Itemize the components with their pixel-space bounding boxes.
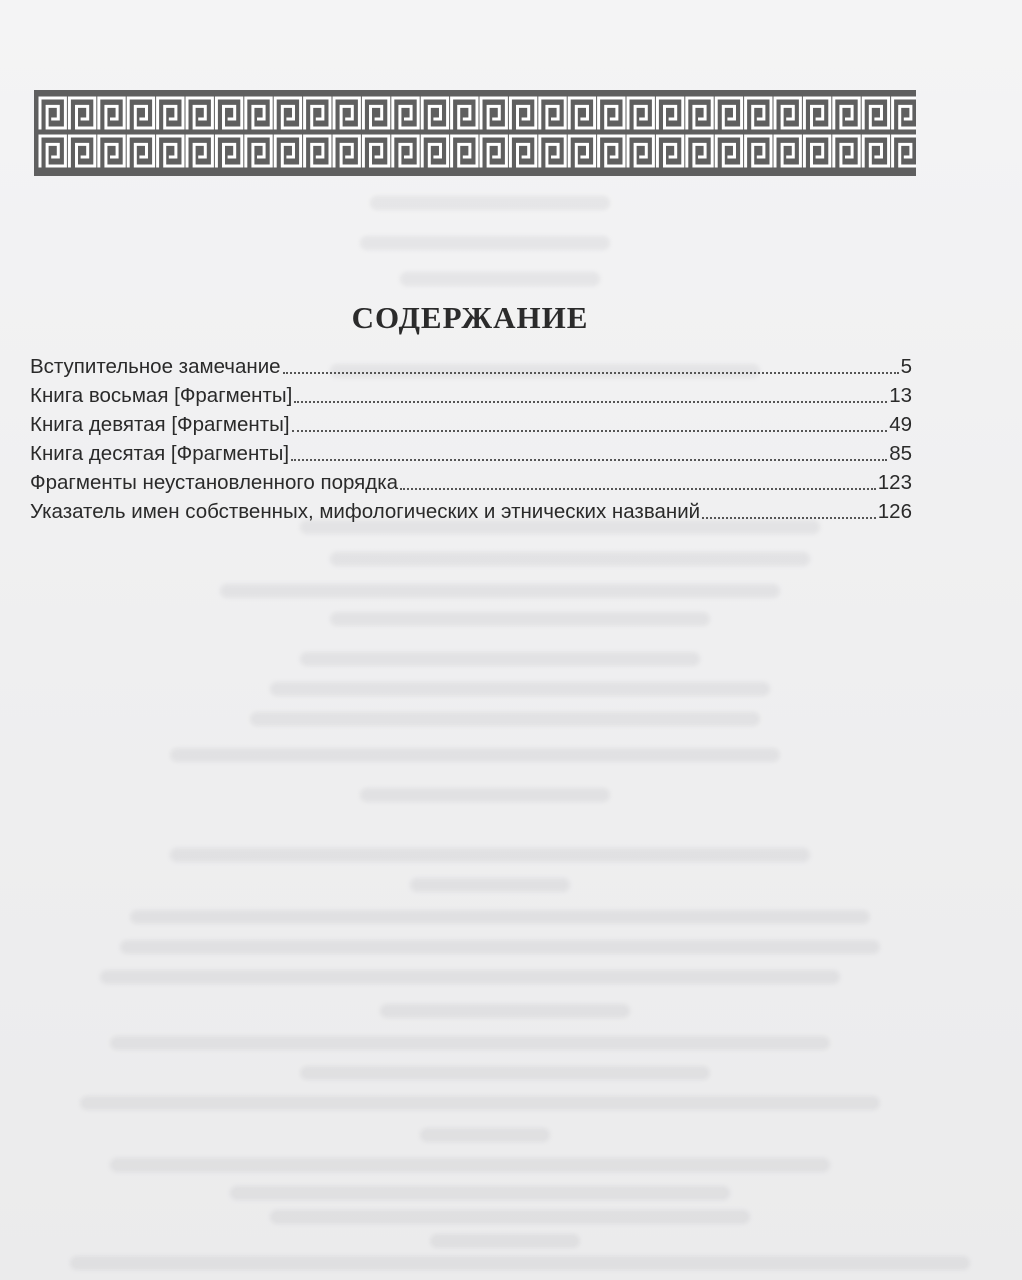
toc-entry [30, 497, 912, 526]
toc-entry-page: 85 [889, 442, 912, 465]
toc-entry-page: 13 [889, 384, 912, 407]
toc-entry-label: Фрагменты неустановленного порядка [30, 471, 399, 494]
meander-pattern-icon [34, 90, 916, 176]
table-of-contents [30, 352, 912, 526]
dot-leader [702, 517, 876, 519]
greek-key-ornament [34, 90, 916, 176]
toc-entry-page: 49 [889, 413, 912, 436]
dot-leader [292, 430, 888, 432]
dot-leader [291, 459, 887, 461]
toc-entry-label: Указатель имен собственных, мифологических и этнических названий [30, 500, 701, 523]
toc-entry [30, 352, 912, 381]
toc-entry-page: 126 [877, 500, 912, 523]
contents-title: СОДЕРЖАНИЕ [351, 300, 589, 335]
dot-leader [400, 488, 876, 490]
toc-entry-label: Вступительное замечание [30, 355, 281, 378]
dot-leader [294, 401, 887, 403]
toc-entry-label: Книга десятая [Фрагменты] [30, 442, 290, 465]
toc-entry [30, 468, 912, 497]
toc-entry-page: 123 [877, 471, 912, 494]
dot-leader [283, 372, 899, 374]
toc-entry [30, 410, 912, 439]
toc-entry [30, 439, 912, 468]
toc-entry-label: Книга восьмая [Фрагменты] [30, 384, 293, 407]
toc-entry-page: 5 [900, 355, 912, 378]
toc-entry-label: Книга девятая [Фрагменты] [30, 413, 290, 436]
toc-entry [30, 381, 912, 410]
